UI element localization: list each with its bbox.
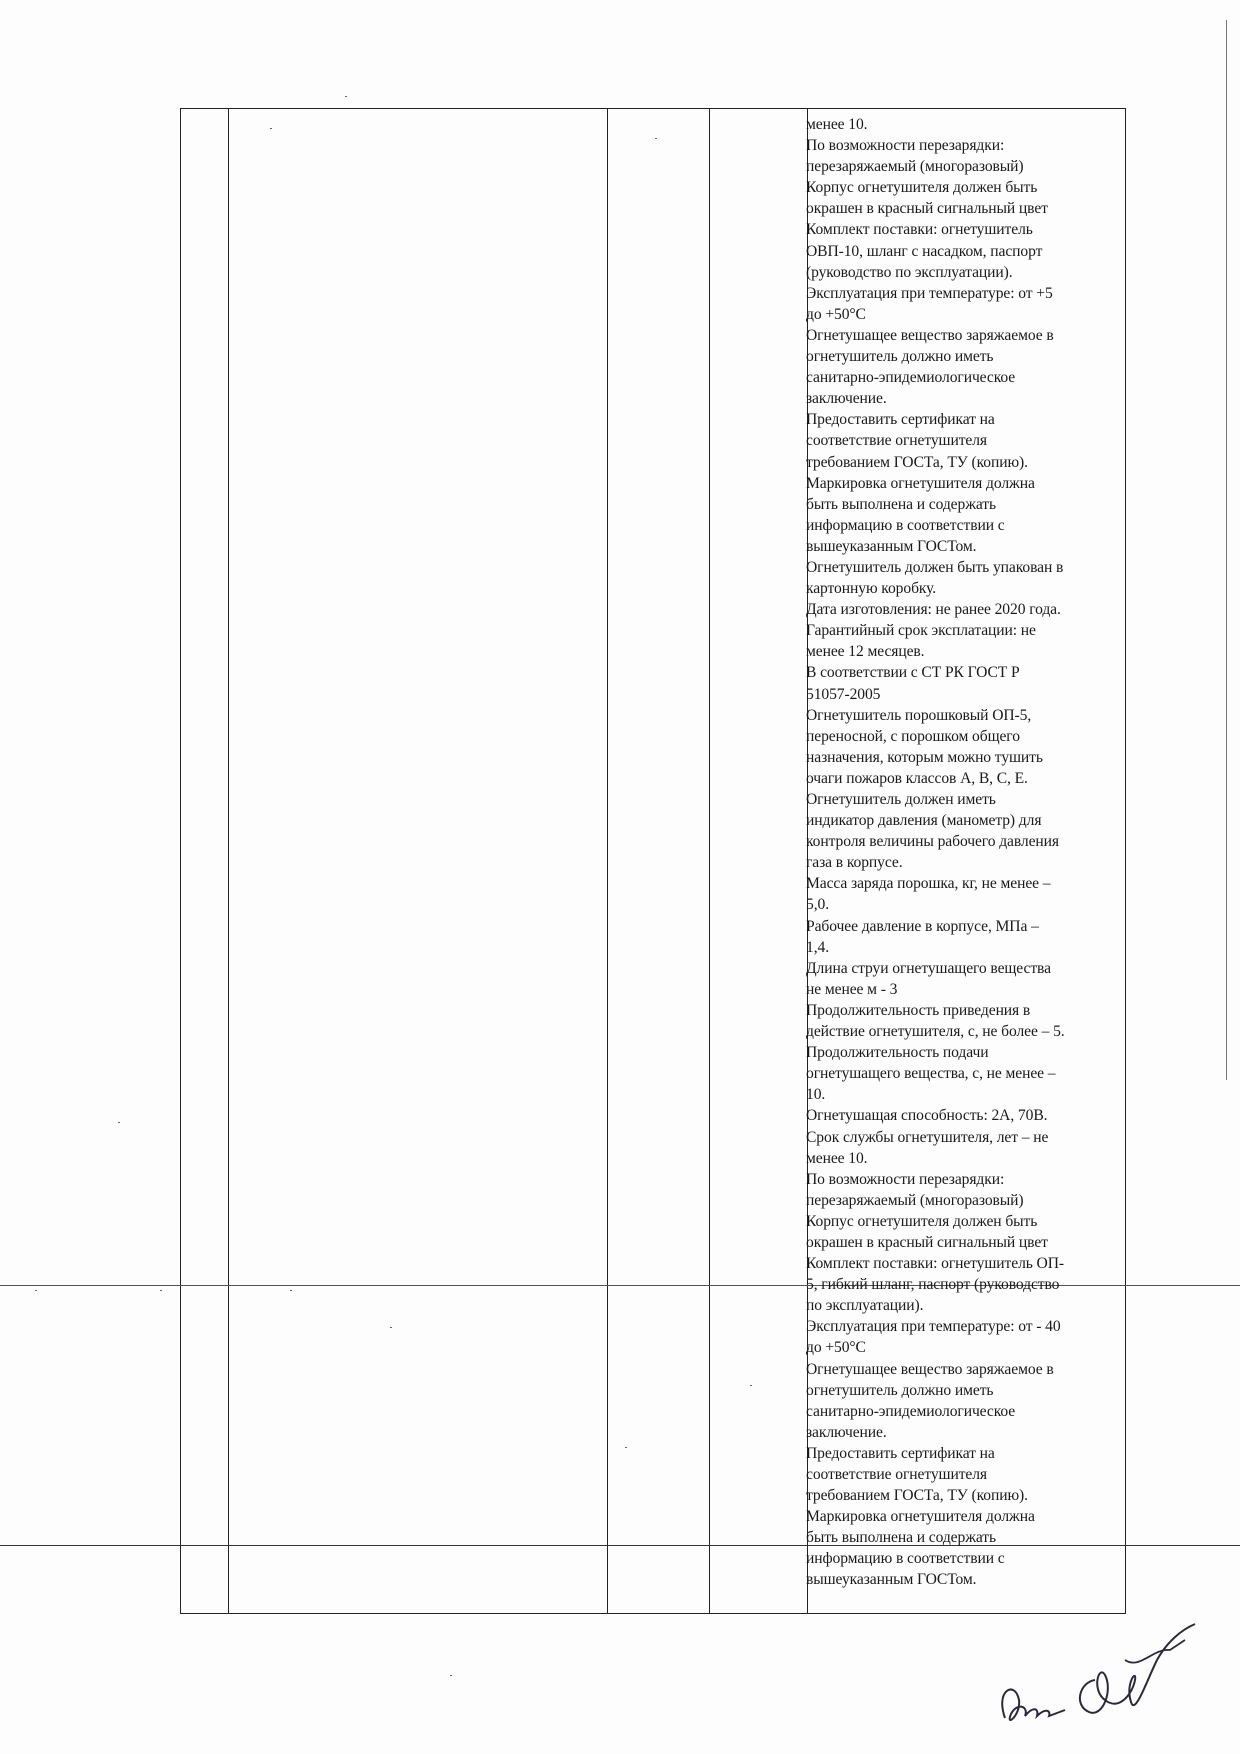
spec-text-line: менее 10. bbox=[806, 116, 868, 133]
spec-text-line: Комплект поставки: огнетушитель ОП- bbox=[806, 1255, 1064, 1273]
spec-text-line: окрашен в красный сигнальный цвет bbox=[806, 1233, 1048, 1251]
spec-text-line: По возможности перезарядки: bbox=[806, 137, 1005, 155]
spec-text-line: информацию в соответствии с bbox=[806, 516, 1005, 534]
spec-text-line: Огнетушащая способность: 2А, 70В. bbox=[806, 1107, 1048, 1125]
spec-text-line: Длина струи огнетушащего вещества bbox=[806, 959, 1051, 977]
spec-text-line: огнетушитель должно иметь bbox=[806, 348, 994, 366]
spec-text-line: газа в корпусе. bbox=[806, 854, 903, 872]
spec-text-line: Огнетушитель должен быть упакован в bbox=[806, 558, 1064, 576]
spec-text-line: контроля величины рабочего давления bbox=[806, 833, 1059, 851]
spec-text-line: заключение. bbox=[806, 390, 887, 408]
spec-text-line: по эксплуатации). bbox=[806, 1297, 924, 1315]
spec-text-line: не менее м - 3 bbox=[806, 980, 898, 998]
spec-text-line: Огнетушитель должен иметь bbox=[806, 791, 996, 808]
spec-text-line: 1,4. bbox=[806, 938, 829, 956]
spec-text-line: назначения, которым можно тушить bbox=[806, 748, 1043, 766]
spec-text-line: В соответствии с СТ РК ГОСТ Р bbox=[806, 664, 1020, 682]
scan-speck bbox=[118, 1122, 120, 1123]
spec-text-line: действие огнетушителя, с, не более – 5. bbox=[806, 1023, 1065, 1041]
spec-text-line: Рабочее давление в корпусе, МПа – bbox=[806, 917, 1039, 935]
spec-text-line: ОВП-10, шланг с насадком, паспорт bbox=[806, 242, 1043, 260]
scan-speck bbox=[345, 96, 347, 97]
spec-text-line: 5, гибкий шланг, паспорт (руководство bbox=[806, 1276, 1060, 1294]
spec-text-line: соответствие огнетушителя bbox=[806, 432, 987, 450]
spec-text-line: быть выполнена и содержать bbox=[806, 495, 997, 513]
scan-speck bbox=[160, 1290, 162, 1291]
spec-text-line: Продолжительность подачи bbox=[806, 1044, 989, 1062]
spec-text-line: менее 12 месяцев. bbox=[806, 643, 925, 661]
spec-text-line: очаги пожаров классов А, В, С, Е. bbox=[806, 769, 1028, 787]
spec-text-line: 51057-2005 bbox=[806, 685, 881, 703]
spec-text-line: По возможности перезарядки: bbox=[806, 1170, 1005, 1188]
scan-speck bbox=[35, 1290, 37, 1291]
spec-text-line: индикатор давления (манометр) для bbox=[806, 812, 1042, 830]
spec-text-line: окрашен в красный сигнальный цвет bbox=[806, 200, 1048, 218]
spec-text-line: Корпус огнетушителя должен быть bbox=[806, 179, 1038, 197]
spec-text-line: до +50°С bbox=[806, 305, 866, 323]
spec-text-line: Маркировка огнетушителя должна bbox=[806, 1508, 1035, 1526]
spec-text-line: Предоставить сертификат на bbox=[806, 411, 995, 429]
handwritten-signature bbox=[985, 1620, 1205, 1735]
scan-speck bbox=[270, 128, 272, 129]
scan-speck bbox=[655, 138, 657, 139]
spec-text-line: Огнетушитель порошковый ОП-5, bbox=[806, 706, 1032, 724]
spec-text-line: вышеуказанным ГОСТом. bbox=[806, 537, 977, 555]
spec-text-line: Продолжительность приведения в bbox=[806, 1001, 1031, 1019]
spec-text-line: Эксплуатация при температуре: от +5 bbox=[806, 284, 1053, 302]
spec-text-line: требованием ГОСТа, ТУ (копию). bbox=[806, 1487, 1028, 1505]
page-edge-scan-line bbox=[1226, 20, 1227, 1080]
scan-speck bbox=[450, 1675, 452, 1676]
spec-text-line: вышеуказанным ГОСТом. bbox=[806, 1571, 977, 1589]
spec-text-line: быть выполнена и содержать bbox=[806, 1529, 997, 1547]
spec-text-line: Срок службы огнетушителя, лет – не bbox=[806, 1128, 1049, 1146]
spec-text-line: Огнетушащее вещество заряжаемое в bbox=[806, 326, 1054, 344]
scan-speck bbox=[625, 1447, 627, 1448]
scan-speck bbox=[290, 1290, 292, 1291]
spec-text-line: огнетушащего вещества, с, не менее – bbox=[806, 1065, 1056, 1083]
spec-text-line: перезаряжаемый (многоразовый) bbox=[806, 158, 1024, 176]
spec-text-line: 10. bbox=[806, 1086, 826, 1104]
spec-text-line: санитарно-эпидемиологическое bbox=[806, 1402, 1016, 1420]
spec-text-line: перезаряжаемый (многоразовый) bbox=[806, 1191, 1024, 1209]
spec-text-line: Масса заряда порошка, кг, не менее – bbox=[806, 875, 1051, 893]
table-column-divider bbox=[228, 109, 229, 1613]
specification-text-cell bbox=[806, 114, 1124, 1591]
spec-text-line: соответствие огнетушителя bbox=[806, 1466, 987, 1483]
spec-text-line: менее 10. bbox=[806, 1149, 868, 1167]
spec-text-line: (руководство по эксплуатации). bbox=[806, 263, 1013, 281]
scan-speck bbox=[750, 1385, 752, 1386]
spec-text-line: санитарно-эпидемиологическое bbox=[806, 369, 1016, 387]
spec-text-line: до +50°С bbox=[806, 1339, 866, 1357]
spec-text-line: Дата изготовления: не ранее 2020 года. bbox=[806, 601, 1061, 619]
table-column-divider bbox=[607, 109, 608, 1613]
spec-text-line: Предоставить сертификат на bbox=[806, 1444, 995, 1462]
spec-text-line: Огнетушащее вещество заряжаемое в bbox=[806, 1360, 1054, 1378]
spec-text-line: информацию в соответствии с bbox=[806, 1550, 1005, 1568]
spec-text-line: требованием ГОСТа, ТУ (копию). bbox=[806, 453, 1028, 471]
spec-text-line: огнетушитель должно иметь bbox=[806, 1381, 994, 1399]
table-column-divider bbox=[709, 109, 710, 1613]
spec-text-line: 5,0. bbox=[806, 896, 829, 914]
spec-text-line: Маркировка огнетушителя должна bbox=[806, 474, 1035, 492]
spec-text-line: картонную коробку. bbox=[806, 580, 937, 598]
scan-speck bbox=[390, 1327, 392, 1328]
spec-text-line: Гарантийный срок эксплатации: не bbox=[806, 622, 1036, 640]
spec-text-line: переносной, с порошком общего bbox=[806, 727, 1020, 745]
spec-text-line: заключение. bbox=[806, 1423, 887, 1441]
spec-text-line: Эксплуатация при температуре: от - 40 bbox=[806, 1318, 1061, 1336]
spec-text-line: Комплект поставки: огнетушитель bbox=[806, 221, 1033, 239]
spec-text-line: Корпус огнетушителя должен быть bbox=[806, 1212, 1038, 1230]
